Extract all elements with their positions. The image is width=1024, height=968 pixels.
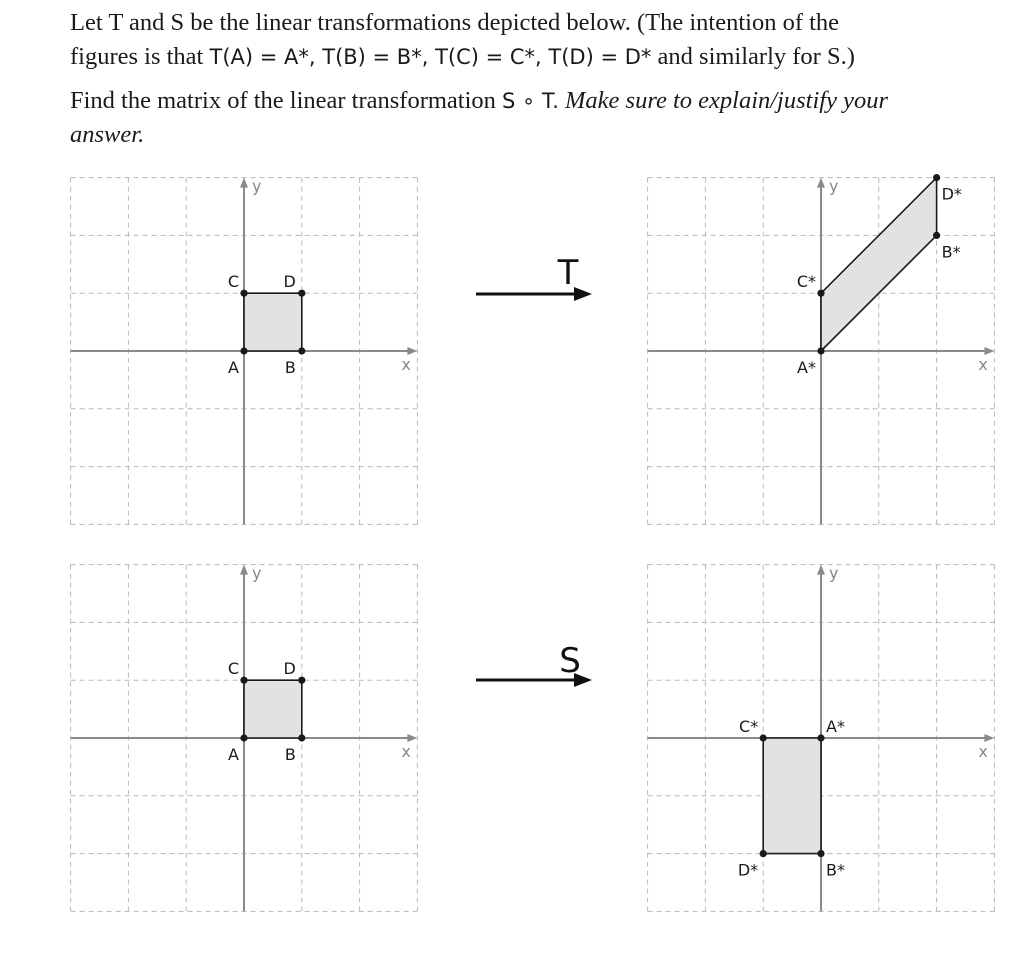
x-axis-arrow [984, 347, 994, 355]
intro-line-1: Let T and S be the linear transformations depicted below. (The intention of the [70, 9, 840, 36]
point-label-A-star: A* [826, 717, 845, 736]
y-axis-label: y [829, 563, 839, 583]
map-arrow-S [476, 641, 592, 687]
point-label-C: C [227, 659, 239, 679]
map-label-S: S [559, 641, 581, 681]
point-C-star [760, 734, 767, 741]
x-axis-arrow [407, 734, 417, 742]
intro-line-2-text: figures is that [70, 43, 204, 70]
intro-line-2-tail: and similarly for S.) [657, 43, 855, 70]
transformed-shape [244, 293, 302, 351]
point-C [240, 290, 247, 297]
task-instruction: Make sure to explain/justify your [565, 87, 888, 114]
x-axis-label: x [401, 742, 411, 761]
point-D [298, 290, 305, 297]
point-B-star [933, 232, 940, 239]
point-label-A: A [228, 745, 239, 764]
panel-S-domain [71, 564, 418, 912]
y-axis-arrow [817, 565, 825, 575]
point-label-C-star: C* [796, 272, 816, 292]
point-D-star [760, 850, 767, 857]
y-axis-label: y [829, 176, 839, 196]
x-axis-label: x [978, 742, 988, 761]
mapping-equations: T(A) = A*, T(B) = B*, T(C) = C*, T(D) = D* [209, 45, 652, 69]
panel-T-domain [71, 177, 418, 525]
y-axis-arrow [240, 178, 248, 188]
point-label-A: A [228, 358, 239, 377]
transformed-shape [244, 680, 302, 738]
map-label-T: T [557, 253, 579, 293]
point-B [298, 347, 305, 354]
point-A-star [817, 347, 824, 354]
point-label-B-star: B* [941, 242, 961, 262]
x-axis-label: x [401, 355, 411, 374]
x-axis-arrow [407, 347, 417, 355]
point-C [240, 677, 247, 684]
x-axis-label: x [978, 355, 988, 374]
point-label-C-star: C* [739, 717, 759, 736]
map-arrow-T [476, 253, 592, 301]
point-A [240, 347, 247, 354]
point-label-D-star: D* [941, 184, 962, 204]
y-axis-arrow [240, 565, 248, 575]
panel-T-image [648, 174, 995, 524]
point-label-C: C [227, 272, 239, 292]
y-axis-label: y [252, 563, 262, 583]
coordinate-panels [71, 174, 995, 911]
composition-symbol: S ∘ T. [502, 89, 559, 113]
point-D-star [933, 174, 940, 181]
task-instruction-end: answer. [70, 121, 145, 148]
point-C-star [817, 290, 824, 297]
panel-S-image [648, 564, 995, 912]
point-A [240, 734, 247, 741]
x-axis-arrow [984, 734, 994, 742]
y-axis-label: y [252, 176, 262, 196]
point-label-B-star: B* [826, 860, 845, 880]
point-label-B: B [284, 358, 296, 377]
point-B [298, 734, 305, 741]
point-label-B: B [284, 745, 296, 764]
point-D [298, 677, 305, 684]
point-A-star [817, 734, 824, 741]
task-lead: Find the matrix of the linear transformation [70, 87, 496, 114]
point-label-A-star: A* [797, 358, 816, 377]
point-label-D-star: D* [737, 860, 759, 880]
point-B-star [817, 850, 824, 857]
transformed-shape [763, 738, 821, 854]
point-label-D: D [283, 272, 296, 292]
y-axis-arrow [817, 178, 825, 188]
point-label-D: D [283, 659, 296, 679]
